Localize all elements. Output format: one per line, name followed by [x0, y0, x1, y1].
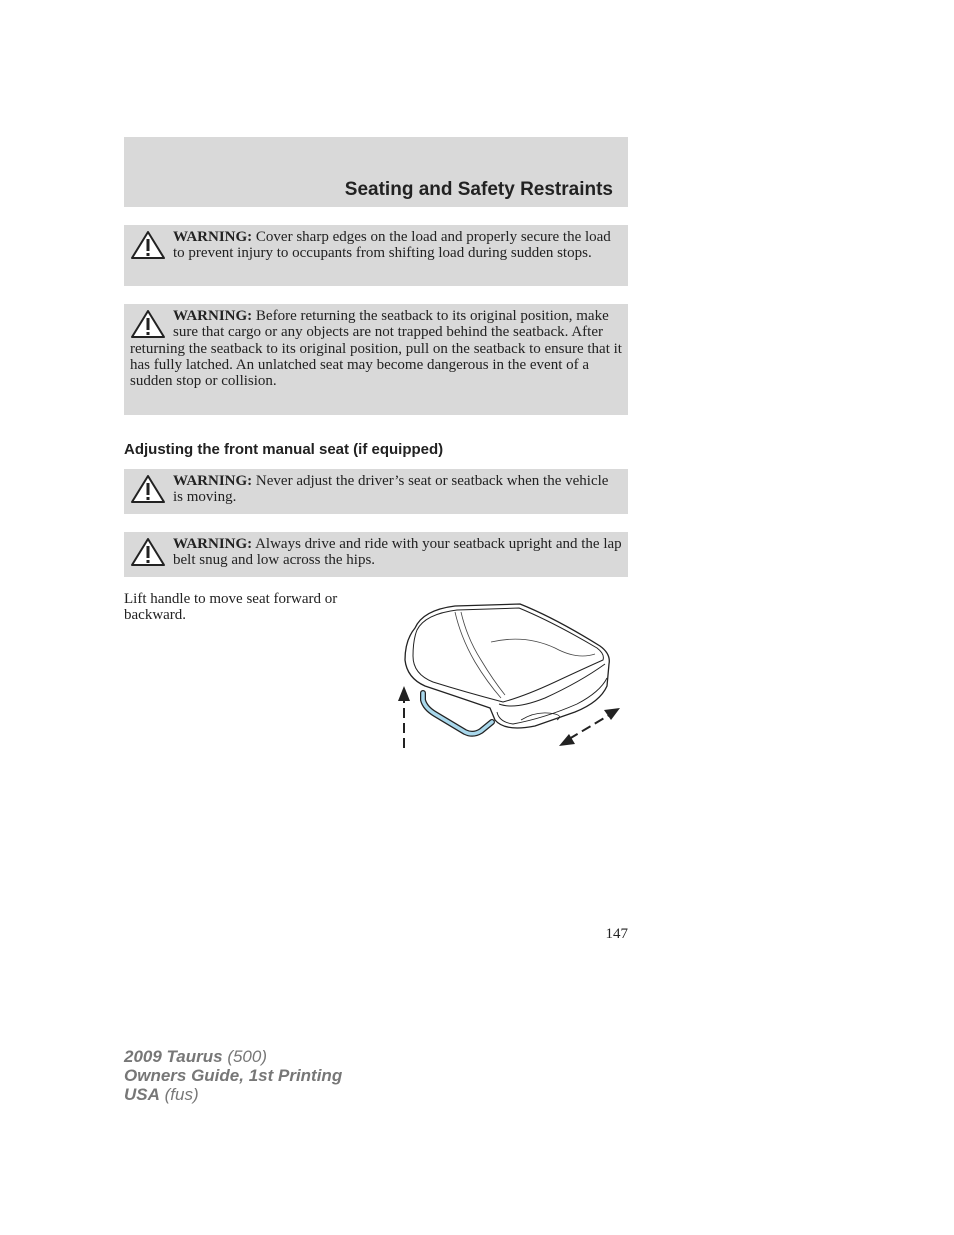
- warning-text: Cover sharp edges on the load and properly secure the load to prevent injury to occupants from shifting load during sudden stops.: [173, 229, 611, 262]
- footer-line-2: Owners Guide, 1st Printing: [124, 1066, 343, 1085]
- footer-line-1: [124, 1047, 342, 1066]
- seat-adjust-illustration: [395, 598, 630, 756]
- warning-box-no-adjust-moving: [124, 469, 628, 514]
- warning-box-sharp-edges: [124, 225, 628, 286]
- warning-triangle-icon: [130, 309, 166, 339]
- section-header-band: [124, 137, 628, 207]
- warning-triangle-icon: [130, 537, 166, 567]
- warning-text: Always drive and ride with your seatback upright and the lap belt snug and low across the hips.: [173, 536, 622, 569]
- warning-label: WARNING:: [173, 229, 253, 245]
- warning-label: WARNING:: [173, 536, 253, 552]
- warning-text: Before returning the seatback to its original position, make sure that cargo or any objects are not trapped behind the seatback. After returning the seatback to its original position, pull on the seatback to ensure that it has fully latched. An unlatched seat may become dangerous in the event of a sudden stop or collision.: [130, 308, 622, 390]
- warning-triangle-icon: [130, 474, 166, 504]
- warning-box-seatback-upright: [124, 532, 628, 577]
- page-title: Seating and Safety Restraints: [344, 179, 613, 200]
- page-number: 147: [605, 926, 628, 942]
- document-footer: [124, 1047, 342, 1104]
- section-heading: Adjusting the front manual seat (if equipped): [124, 441, 444, 458]
- up-arrow-icon: [398, 686, 410, 748]
- footer-market-code: (fus): [159, 1085, 199, 1104]
- warning-box-seatback-latch: [124, 304, 628, 415]
- footer-model: 2009 Taurus: [124, 1047, 223, 1066]
- warning-triangle-icon: [130, 230, 166, 260]
- warning-label: WARNING:: [173, 308, 253, 324]
- footer-line-3: [124, 1085, 342, 1104]
- warning-text: Never adjust the driver’s seat or seatback when the vehicle is moving.: [173, 473, 609, 506]
- footer-model-code: (500): [222, 1047, 268, 1066]
- warning-label: WARNING:: [173, 473, 253, 489]
- instruction-text: Lift handle to move seat forward or backward.: [124, 591, 338, 624]
- footer-market: USA: [124, 1085, 160, 1104]
